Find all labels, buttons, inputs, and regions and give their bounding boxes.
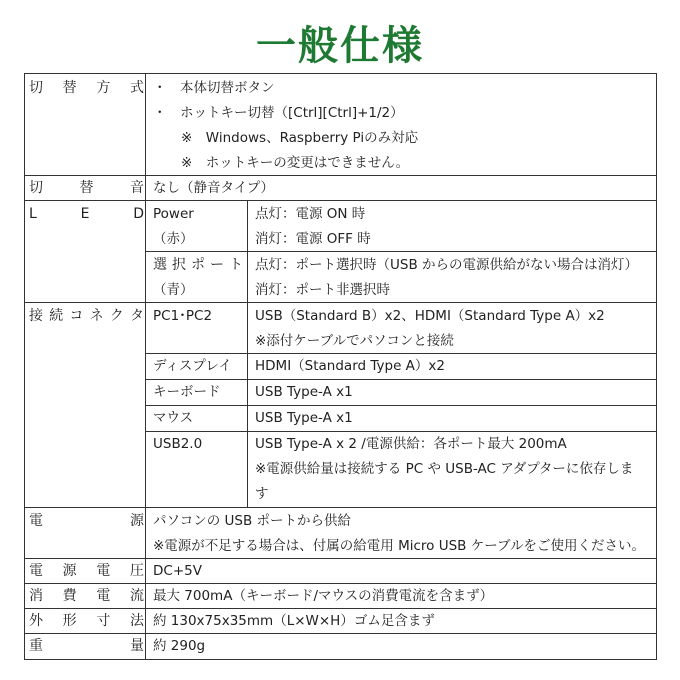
led-power-name: Power: [153, 206, 194, 222]
switching-sound-value: なし（静音タイプ）: [153, 180, 274, 196]
power-note: ※電源が不足する場合は、付属の給電用 Micro USB ケーブルをご使用ください。: [153, 538, 646, 554]
row-divider: [145, 405, 656, 406]
label-weight: 重 量: [29, 638, 144, 654]
connector-name-mouse: マウス: [153, 410, 194, 426]
row-divider: [145, 251, 656, 252]
connector-name-usb: USB2.0: [153, 436, 203, 452]
label-switching-sound: 切 替 音: [29, 180, 144, 196]
row-divider: [25, 507, 656, 508]
page-title: 一般仕様: [256, 23, 424, 69]
led-port-line: 消灯：ポート非選択時: [255, 282, 390, 298]
led-power-color: （赤）: [153, 231, 194, 247]
power-line: パソコンの USB ポートから供給: [153, 513, 352, 529]
led-power-line: 消灯：電源 OFF 時: [255, 231, 371, 247]
label-voltage: 電 源 電 圧: [29, 563, 144, 579]
label-switching-method: 切 替 方 式: [29, 80, 144, 96]
row-divider: [145, 379, 656, 380]
label-dimensions: 外 形 寸 法: [29, 613, 144, 629]
dimensions-value: 約 130x75x35mm（L×W×H）ゴム足含まず: [153, 613, 435, 629]
weight-value: 約 290g: [153, 638, 206, 654]
led-port-name: 選 択 ポ ー ト: [153, 257, 243, 273]
label-current: 消 費 電 流: [29, 588, 144, 604]
label-power: 電 源: [29, 513, 144, 529]
connector-name-keyboard: キーボード: [153, 384, 221, 400]
switching-method-note: ※ Windows、Raspberry Piのみ対応: [181, 130, 419, 146]
switching-method-note: ※ ホットキーの変更はできません。: [181, 155, 410, 171]
switching-method-line: ・ ホットキー切替（[Ctrl][Ctrl]+1/2）: [153, 105, 404, 121]
switching-method-line: ・ 本体切替ボタン: [153, 80, 275, 96]
led-port-color: （青）: [153, 282, 194, 298]
connector-display-line: HDMI（Standard Type A）x2: [255, 358, 445, 374]
led-port-line: 点灯：ポート選択時（USB からの電源供給がない場合は消灯）: [255, 257, 639, 273]
label-connector: 接 続 コ ネ ク タ: [29, 308, 144, 324]
connector-mouse-line: USB Type-A x1: [255, 410, 353, 426]
spec-table: [24, 73, 657, 660]
connector-pc-line: USB（Standard B）x2、HDMI（Standard Type A）x2: [255, 308, 605, 324]
connector-name-display: ディスプレイ: [153, 358, 232, 374]
label-led: L E D: [29, 206, 144, 222]
connector-usb-note: ※電源供給量は接続する PC や USB-AC アダプターに依存しま: [255, 461, 634, 477]
column-divider: [145, 74, 146, 659]
connector-keyboard-line: USB Type-A x1: [255, 384, 353, 400]
current-value: 最大 700mA（キーボード/マウスの消費電流を含まず）: [153, 588, 494, 604]
connector-name-pc: PC1･PC2: [153, 308, 213, 324]
row-divider: [25, 302, 656, 303]
led-power-line: 点灯：電源 ON 時: [255, 206, 366, 222]
connector-usb-line: USB Type-A x 2 /電源供給：各ポート最大 200mA: [255, 436, 567, 452]
voltage-value: DC+5V: [153, 563, 202, 579]
connector-usb-note-cont: す: [255, 486, 269, 502]
connector-pc-note: ※添付ケーブルでパソコンと接続: [255, 333, 454, 349]
column-divider: [247, 200, 248, 507]
row-divider: [25, 200, 656, 201]
